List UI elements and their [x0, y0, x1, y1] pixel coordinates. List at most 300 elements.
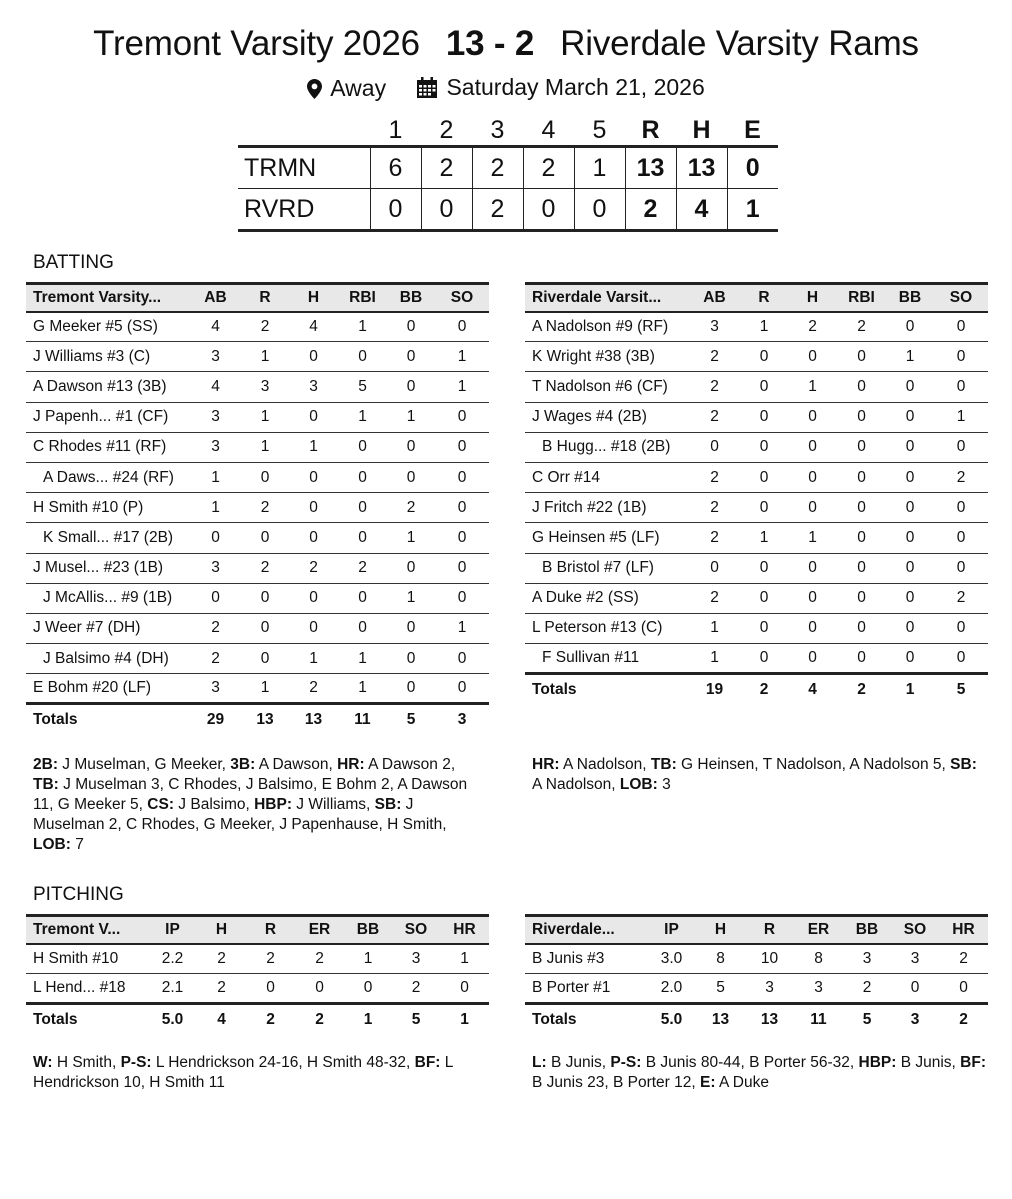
- hits-header: H: [692, 116, 711, 144]
- total-cell: 1: [344, 1004, 392, 1034]
- inning-score: 2: [421, 147, 472, 189]
- player-name: B Hugg... #18 (2B): [525, 432, 689, 462]
- stat-column-header: ER: [794, 916, 843, 944]
- stat-cell: 0: [837, 462, 886, 492]
- stat-cell: 0: [956, 649, 966, 667]
- player-row: [26, 432, 489, 462]
- away-team-name: Riverdale Varsity Rams: [560, 24, 919, 63]
- stat-cell: 0: [241, 644, 289, 674]
- tremont-batting-notes: [33, 755, 483, 855]
- note-value: B Junis 80-44, B Porter 56-32,: [641, 1054, 859, 1071]
- player-name: A Daws... #24 (RF): [26, 462, 190, 492]
- player-name: A Nadolson #9 (RF): [525, 312, 689, 342]
- note-value: J Balsimo,: [174, 796, 255, 813]
- errors-total: 1: [727, 189, 778, 231]
- stat-cell: 3: [211, 679, 220, 697]
- total-cell: 4: [788, 674, 837, 704]
- stat-cell: 3: [190, 432, 241, 462]
- stat-cell: 0: [406, 679, 416, 697]
- stat-cell: 4: [289, 312, 338, 342]
- totals-label: Totals: [26, 704, 190, 734]
- total-cell: 13: [696, 1004, 745, 1034]
- note-value: B Junis,: [546, 1054, 611, 1071]
- player-row: [26, 493, 489, 523]
- stat-cell: 2: [411, 979, 421, 997]
- totals-row: [525, 674, 988, 704]
- stat-cell: 0: [266, 979, 275, 997]
- totals-label: Totals: [525, 674, 689, 704]
- note-key: TB:: [650, 756, 677, 773]
- total-cell: 13: [289, 704, 338, 734]
- inning-header: 5: [592, 116, 607, 144]
- stat-cell: 3: [814, 979, 823, 997]
- date-text: Saturday March 21, 2026: [446, 74, 705, 100]
- stat-cell: 2.2: [148, 944, 197, 974]
- stat-cell: 0: [740, 372, 788, 402]
- stat-cell: 1: [190, 493, 241, 523]
- total-cell: 4: [197, 1004, 246, 1034]
- stat-cell: 0: [788, 553, 837, 583]
- stat-cell: 3: [190, 342, 241, 372]
- stat-cell: 0: [788, 613, 837, 643]
- stat-column-header: BB: [344, 916, 392, 944]
- stat-cell: 0: [190, 523, 241, 553]
- stat-cell: 2: [190, 613, 241, 643]
- player-name: C Orr #14: [525, 462, 689, 492]
- riverdale-batting-table: [525, 282, 988, 704]
- map-pin-icon: [307, 79, 322, 99]
- totals-label: Totals: [525, 1004, 647, 1034]
- note-value: A Dawson 2,: [364, 756, 456, 773]
- player-row: [525, 312, 988, 342]
- stat-cell: 2: [689, 402, 740, 432]
- errors-header: E: [744, 116, 761, 144]
- note-key: HBP:: [858, 1054, 897, 1071]
- note-key: HR:: [337, 756, 365, 773]
- stat-cell: 0: [837, 583, 886, 613]
- stat-cell: 2: [689, 523, 740, 553]
- stat-cell: 8: [794, 944, 843, 974]
- stat-cell: 1: [788, 372, 837, 402]
- stat-cell: 0: [788, 402, 837, 432]
- player-row: [525, 432, 988, 462]
- stat-cell: 0: [241, 613, 289, 643]
- stat-cell: 5: [338, 372, 387, 402]
- stat-cell: 3: [765, 979, 774, 997]
- stat-column-header: BB: [843, 916, 891, 944]
- stat-cell: 0: [387, 372, 435, 402]
- stat-cell: 0: [886, 553, 934, 583]
- player-name: L Hend... #18: [33, 979, 126, 997]
- stat-cell: 0: [740, 583, 788, 613]
- stat-cell: 1: [387, 402, 435, 432]
- stat-column-header: AB: [190, 284, 241, 312]
- inning-header: 3: [490, 116, 505, 144]
- location-text: Away: [330, 75, 387, 101]
- totals-row: [26, 704, 489, 734]
- stat-cell: 2: [241, 493, 289, 523]
- total-cell: 1: [440, 1004, 489, 1034]
- inning-header: 2: [439, 116, 454, 144]
- player-row: [525, 944, 988, 974]
- calendar-icon: [416, 77, 438, 99]
- final-score: 13 - 2: [445, 24, 535, 63]
- stat-cell: 0: [460, 979, 469, 997]
- stat-column-header: BB: [387, 284, 435, 312]
- stat-cell: 3: [392, 944, 440, 974]
- note-value: 3: [657, 776, 671, 793]
- inning-score: 2: [472, 147, 523, 189]
- stat-cell: 0: [934, 523, 988, 553]
- team-column-header: Tremont V...: [26, 916, 148, 944]
- total-cell: 13: [241, 704, 289, 734]
- stat-column-header: SO: [435, 284, 489, 312]
- note-key: SB:: [950, 756, 977, 773]
- stat-cell: 0: [387, 462, 435, 492]
- stat-cell: 0: [934, 342, 988, 372]
- stat-cell: 0: [837, 432, 886, 462]
- stat-cell: 2: [934, 462, 988, 492]
- stat-cell: 0: [857, 649, 866, 667]
- player-name: H Smith #10: [26, 944, 148, 974]
- stat-column-header: H: [788, 284, 837, 312]
- stat-cell: 1: [387, 523, 435, 553]
- player-row: [26, 613, 489, 643]
- inning-score: 1: [574, 147, 625, 189]
- stat-cell: 1: [788, 523, 837, 553]
- note-value: A Nadolson,: [532, 776, 620, 793]
- stat-cell: 2: [387, 493, 435, 523]
- total-cell: 2: [939, 1004, 988, 1034]
- stat-cell: 0: [241, 583, 289, 613]
- stat-cell: 1: [689, 613, 740, 643]
- stat-cell: 0: [934, 432, 988, 462]
- note-key: E:: [700, 1074, 716, 1091]
- stat-cell: 1: [886, 342, 934, 372]
- header-row: [26, 916, 489, 944]
- player-row: [26, 974, 489, 1004]
- stat-cell: 3: [241, 372, 289, 402]
- inning-score: 2: [472, 189, 523, 231]
- stat-cell: 0: [886, 613, 934, 643]
- note-key: LOB:: [33, 836, 71, 853]
- stat-cell: 2: [246, 944, 295, 974]
- stat-cell: 0: [435, 402, 489, 432]
- stat-cell: 2: [295, 944, 344, 974]
- stat-cell: 0: [740, 432, 788, 462]
- player-row: [26, 944, 489, 974]
- stat-cell: 0: [808, 649, 817, 667]
- player-name: E Bohm #20 (LF): [33, 679, 152, 697]
- player-name: B Junis #3: [525, 944, 647, 974]
- note-key: CS:: [147, 796, 174, 813]
- stat-column-header: R: [745, 916, 794, 944]
- stat-cell: 0: [740, 462, 788, 492]
- linescore-row: [238, 147, 778, 189]
- team-abbr: RVRD: [238, 189, 370, 231]
- stat-cell: 1: [260, 679, 270, 697]
- stat-cell: 2: [289, 553, 338, 583]
- header-row: [26, 284, 489, 312]
- stat-cell: 2: [939, 944, 988, 974]
- runs-total: 13: [625, 147, 676, 189]
- stat-cell: 0: [338, 493, 387, 523]
- stat-cell: 3.0: [647, 944, 696, 974]
- total-cell: 5: [934, 674, 988, 704]
- total-cell: 11: [794, 1004, 843, 1034]
- total-cell: 1: [886, 674, 934, 704]
- stat-cell: 0: [837, 613, 886, 643]
- team-abbr: TRMN: [238, 147, 370, 189]
- player-row: [525, 342, 988, 372]
- stat-cell: 0: [788, 432, 837, 462]
- stat-cell: 1: [740, 523, 788, 553]
- player-row: [26, 553, 489, 583]
- stat-column-header: AB: [689, 284, 740, 312]
- stat-cell: 2: [190, 644, 241, 674]
- stat-cell: 0: [387, 613, 435, 643]
- stat-column-header: SO: [934, 284, 988, 312]
- header-row: [525, 284, 988, 312]
- stat-column-header: ER: [295, 916, 344, 944]
- stat-cell: 0: [435, 553, 489, 583]
- stat-cell: 0: [837, 493, 886, 523]
- stat-cell: 3: [843, 944, 891, 974]
- total-cell: 19: [689, 674, 740, 704]
- riverdale-batting-notes: [532, 755, 982, 795]
- note-key: LOB:: [619, 776, 658, 793]
- note-value: 7: [70, 836, 84, 853]
- note-value: A Nadolson,: [559, 756, 651, 773]
- player-row: [525, 372, 988, 402]
- linescore-row: [238, 189, 778, 231]
- inning-score: 0: [574, 189, 625, 231]
- stat-cell: 0: [435, 583, 489, 613]
- note-value: L Hendrickson 10, H Smith 11: [33, 1054, 453, 1091]
- player-name: T Nadolson #6 (CF): [525, 372, 689, 402]
- stat-cell: 0: [759, 649, 769, 667]
- stat-cell: 0: [788, 462, 837, 492]
- stat-cell: 0: [289, 523, 338, 553]
- stat-cell: 1: [338, 312, 387, 342]
- note-value: G Heinsen, T Nadolson, A Nadolson 5,: [676, 756, 951, 773]
- stat-cell: 0: [338, 583, 387, 613]
- player-row: [26, 674, 489, 704]
- errors-total: 0: [727, 147, 778, 189]
- total-cell: 13: [745, 1004, 794, 1034]
- player-row: [26, 402, 489, 432]
- total-cell: 5: [392, 1004, 440, 1034]
- stat-cell: 0: [910, 979, 920, 997]
- note-key: P-S:: [120, 1054, 152, 1071]
- total-cell: 2: [740, 674, 788, 704]
- note-key: P-S:: [610, 1054, 642, 1071]
- home-team-name: Tremont Varsity 2026: [93, 24, 420, 63]
- stat-cell: 2: [689, 493, 740, 523]
- stat-cell: 0: [689, 432, 740, 462]
- player-row: [525, 583, 988, 613]
- stat-cell: 1: [387, 583, 435, 613]
- stat-cell: 0: [457, 679, 467, 697]
- stat-cell: 0: [905, 649, 915, 667]
- hits-total: 13: [676, 147, 727, 189]
- note-value: H Smith,: [52, 1054, 121, 1071]
- stat-cell: 3: [289, 372, 338, 402]
- player-name: A Dawson #13 (3B): [26, 372, 190, 402]
- stat-cell: 0: [740, 553, 788, 583]
- tremont-batting-table: [26, 282, 489, 734]
- stat-cell: 0: [435, 523, 489, 553]
- stat-cell: 0: [886, 432, 934, 462]
- stat-cell: 0: [289, 583, 338, 613]
- stat-cell: 0: [387, 553, 435, 583]
- stat-cell: 0: [837, 523, 886, 553]
- note-key: HBP:: [254, 796, 292, 813]
- stat-cell: 0: [338, 523, 387, 553]
- stat-cell: 1: [241, 342, 289, 372]
- player-row: [26, 342, 489, 372]
- player-row: [525, 523, 988, 553]
- stat-cell: 0: [934, 553, 988, 583]
- stat-cell: 5: [716, 979, 725, 997]
- total-cell: 3: [891, 1004, 939, 1034]
- stat-cell: 0: [788, 342, 837, 372]
- stat-cell: 1: [241, 432, 289, 462]
- note-value: A Dawson,: [255, 756, 338, 773]
- stat-cell: 0: [241, 462, 289, 492]
- team-column-header: Tremont Varsity...: [26, 284, 190, 312]
- player-row: [26, 462, 489, 492]
- stat-cell: 0: [886, 372, 934, 402]
- player-name: J Williams #3 (C): [26, 342, 190, 372]
- player-row: [26, 644, 489, 674]
- stat-cell: 0: [740, 342, 788, 372]
- stat-column-header: HR: [440, 916, 489, 944]
- stat-cell: 0: [837, 402, 886, 432]
- stat-cell: 1: [241, 402, 289, 432]
- stat-column-header: H: [289, 284, 338, 312]
- team-column-header: Riverdale...: [525, 916, 647, 944]
- stat-cell: 0: [886, 583, 934, 613]
- stat-cell: 0: [934, 312, 988, 342]
- total-cell: 11: [338, 704, 387, 734]
- stat-cell: 0: [740, 493, 788, 523]
- stat-column-header: SO: [891, 916, 939, 944]
- stat-cell: 1: [289, 644, 338, 674]
- inning-score: 2: [523, 147, 574, 189]
- game-title: [0, 24, 1012, 64]
- stat-cell: 0: [740, 613, 788, 643]
- stat-cell: 0: [289, 613, 338, 643]
- stat-cell: 0: [435, 644, 489, 674]
- stat-cell: 2: [689, 372, 740, 402]
- player-name: G Heinsen #5 (LF): [525, 523, 689, 553]
- stat-cell: 2: [217, 979, 226, 997]
- player-name: J Musel... #23 (1B): [26, 553, 190, 583]
- inning-score: 0: [421, 189, 472, 231]
- player-row: [26, 372, 489, 402]
- totals-label: Totals: [26, 1004, 148, 1034]
- note-key: 3B:: [230, 756, 256, 773]
- player-name: J Wages #4 (2B): [525, 402, 689, 432]
- team-column-header: Riverdale Varsit...: [525, 284, 689, 312]
- note-key: W:: [33, 1054, 53, 1071]
- player-row: [525, 402, 988, 432]
- stat-cell: 0: [886, 312, 934, 342]
- header-row: [525, 916, 988, 944]
- stat-cell: 3: [190, 402, 241, 432]
- stat-cell: 0: [315, 979, 324, 997]
- note-value: A Duke: [715, 1074, 769, 1091]
- note-key: TB:: [33, 776, 59, 793]
- total-cell: 2: [246, 1004, 295, 1034]
- stat-cell: 0: [934, 493, 988, 523]
- stat-cell: 0: [435, 312, 489, 342]
- player-name: H Smith #10 (P): [26, 493, 190, 523]
- note-value: B Junis,: [896, 1054, 961, 1071]
- total-cell: 3: [435, 704, 489, 734]
- tremont-pitching-table: [26, 914, 489, 1034]
- note-value: B Junis 23, B Porter 12,: [532, 1074, 701, 1091]
- stat-cell: 0: [435, 493, 489, 523]
- inning-score: 0: [523, 189, 574, 231]
- total-cell: 5: [843, 1004, 891, 1034]
- stat-cell: 1: [934, 402, 988, 432]
- stat-cell: 0: [241, 523, 289, 553]
- player-name: C Rhodes #11 (RF): [26, 432, 190, 462]
- runs-header: R: [641, 116, 660, 144]
- stat-column-header: RBI: [338, 284, 387, 312]
- stat-cell: 0: [387, 312, 435, 342]
- pitching-section-label: PITCHING: [33, 884, 124, 905]
- stat-column-header: R: [241, 284, 289, 312]
- stat-cell: 0: [837, 372, 886, 402]
- stat-cell: 0: [435, 462, 489, 492]
- player-name: K Small... #17 (2B): [26, 523, 190, 553]
- hits-total: 4: [676, 189, 727, 231]
- stat-cell: 2.0: [660, 979, 683, 997]
- stat-cell: 0: [289, 402, 338, 432]
- stat-cell: 2: [309, 679, 318, 697]
- player-name: K Wright #38 (3B): [525, 342, 689, 372]
- stat-cell: 2: [934, 583, 988, 613]
- player-row: [26, 523, 489, 553]
- stat-cell: 1: [440, 944, 489, 974]
- player-name: J McAllis... #9 (1B): [26, 583, 190, 613]
- player-row: [26, 583, 489, 613]
- inning-score: 0: [370, 189, 421, 231]
- stat-cell: 0: [289, 342, 338, 372]
- note-key: L:: [532, 1054, 547, 1071]
- stat-cell: 1: [358, 679, 367, 697]
- riverdale-pitching-notes: [532, 1053, 987, 1093]
- note-value: J Muselman 3, C Rhodes, J Balsimo, E Bohm 2, A Dawson 11, G Meeker 5,: [33, 776, 468, 813]
- stat-column-header: IP: [647, 916, 696, 944]
- stat-cell: 0: [338, 613, 387, 643]
- stat-cell: 4: [190, 372, 241, 402]
- stat-cell: 3: [891, 944, 939, 974]
- stat-cell: 0: [886, 462, 934, 492]
- player-row: [525, 644, 988, 674]
- stat-column-header: RBI: [837, 284, 886, 312]
- player-name: A Duke #2 (SS): [525, 583, 689, 613]
- note-value: L Hendrickson 24-16, H Smith 48-32,: [151, 1054, 415, 1071]
- note-value: J Williams,: [292, 796, 375, 813]
- stat-cell: 0: [363, 979, 373, 997]
- player-name: J Fritch #22 (1B): [525, 493, 689, 523]
- linescore-header-row: [238, 116, 778, 147]
- stat-cell: 1: [190, 462, 241, 492]
